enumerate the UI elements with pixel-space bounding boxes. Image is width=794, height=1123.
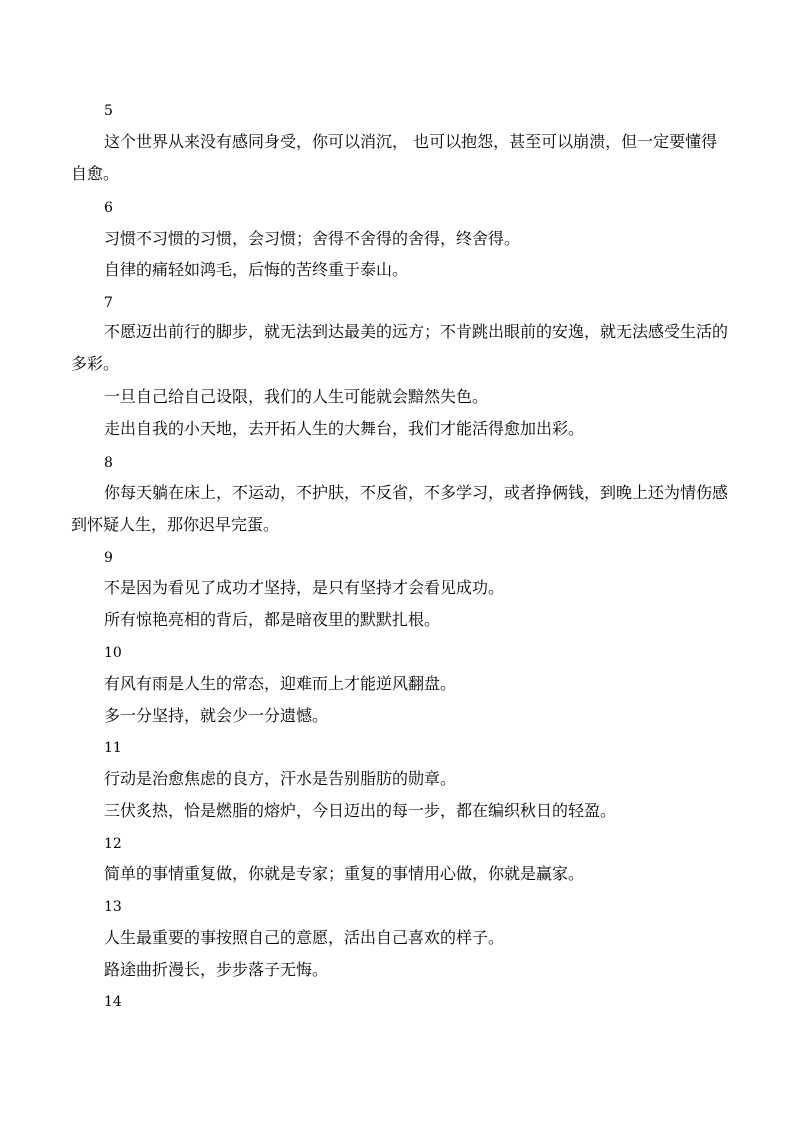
paragraph-line: 你每天躺在床上，不运动，不护肤，不反省，不多学习，或者挣俩钱，到晚上还为情伤感: [104, 483, 729, 502]
paragraph-line: 走出自我的小天地，去开拓人生的大舞台，我们才能活得愈加出彩。: [104, 419, 585, 438]
paragraph-line: 多一分坚持，就会少一分遗憾。: [104, 706, 329, 725]
paragraph-line: 所有惊艳亮相的背后，都是暗夜里的默默扎根。: [104, 610, 441, 629]
section-number: 6: [104, 200, 113, 216]
paragraph-line: 这个世界从来没有感同身受，你可以消沉， 也可以抱怨，甚至可以崩溃，但一定要懂得: [104, 132, 718, 151]
paragraph-line: 有风有雨是人生的常态，迎难而上才能逆风翻盘。: [104, 674, 457, 693]
paragraph-line: 一旦自己给自己设限，我们的人生可能就会黯然失色。: [104, 387, 489, 406]
paragraph-line: 简单的事情重复做，你就是专家；重复的事情用心做，你就是赢家。: [104, 864, 585, 883]
paragraph-line: 不是因为看见了成功才坚持，是只有坚持才会看见成功。: [104, 578, 505, 597]
paragraph-line: 三伏炙热，恰是燃脂的熔炉，今日迈出的每一步，都在编织秋日的轻盈。: [104, 801, 617, 820]
section-number: 9: [104, 550, 113, 566]
section-number: 12: [104, 836, 122, 852]
paragraph-line: 路途曲折漫长，步步落子无悔。: [104, 960, 329, 979]
paragraph-line: 多彩。: [71, 354, 120, 373]
paragraph-line: 自律的痛轻如鸿毛，后悔的苦终重于泰山。: [104, 260, 409, 279]
paragraph-line: 到怀疑人生，那你迟早完蛋。: [71, 515, 280, 534]
paragraph-line: 人生最重要的事按照自己的意愿，活出自己喜欢的样子。: [104, 928, 505, 947]
section-number: 8: [104, 455, 113, 471]
paragraph-line: 行动是治愈焦虑的良方，汗水是告别脂肪的勋章。: [104, 769, 457, 788]
section-number: 11: [104, 740, 122, 756]
paragraph-line: 习惯不习惯的习惯，会习惯；舍得不舍得的舍得，终舍得。: [104, 229, 521, 248]
paragraph-line: 自愈。: [71, 164, 120, 183]
paragraph-line: 不愿迈出前行的脚步，就无法到达最美的远方；不肯跳出眼前的安逸，就无法感受生活的: [104, 322, 729, 341]
section-number: 5: [104, 103, 113, 119]
section-number: 7: [104, 295, 113, 311]
section-number: 13: [104, 899, 122, 915]
section-number: 10: [104, 645, 122, 661]
section-number: 14: [104, 994, 122, 1010]
